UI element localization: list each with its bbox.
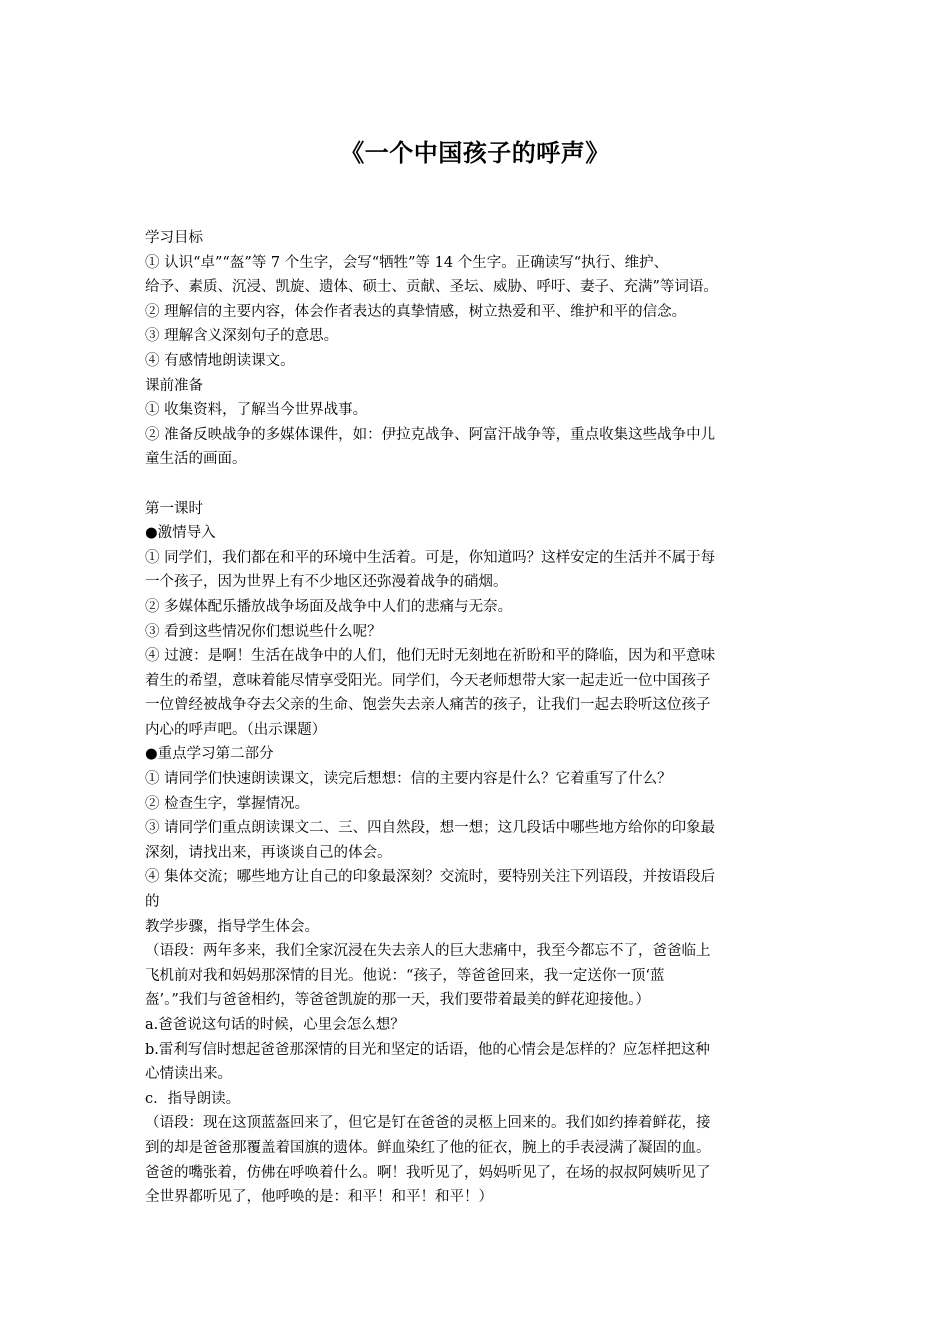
text-line: ① 认识“卓”“盔”等 7 个生字，会写“牺牲”等 14 个生字。正确读写“执行、维护、 bbox=[145, 254, 669, 271]
text-line: 给予、素质、沉浸、凯旋、遗体、硕士、贡献、圣坛、威胁、呼吁、妻子、充满”等词语。 bbox=[145, 279, 718, 296]
text-line: （语段：现在这顶蓝盔回来了，但它是钉在爸爸的灵柩上回来的。我们如约捧着鲜花，接 bbox=[145, 1115, 711, 1132]
document-body bbox=[145, 226, 813, 1210]
text-line: 到的却是爸爸那覆盖着国旗的遗体。鲜血染红了他的征衣，腕上的手表浸满了凝固的血。 bbox=[145, 1139, 711, 1156]
text-line: ② 理解信的主要内容，体会作者表达的真挚情感，树立热爱和平、维护和平的信念。 bbox=[145, 303, 687, 320]
text-line: 的 bbox=[145, 894, 160, 911]
text-line: 全世界都听见了，他呼唤的是：和平！和平！和平！） bbox=[145, 1189, 493, 1206]
text-line: a.爸爸说这句话的时候，心里会怎么想？ bbox=[145, 1017, 405, 1033]
text-line: 学习目标 bbox=[145, 230, 203, 246]
text-line: ④ 集体交流；哪些地方让自己的印象最深刻？交流时，要特别关注下列语段，并按语段后 bbox=[145, 869, 716, 886]
text-line: ③ 理解含义深刻句子的意思。 bbox=[145, 328, 339, 345]
text-line: ③ 看到这些情况你们想说些什么呢？ bbox=[145, 623, 382, 640]
text-line: 课前准备 bbox=[145, 377, 203, 394]
text-line: 一位曾经被战争夺去父亲的生命、饱尝失去亲人痛苦的孩子，让我们一起去聆听这位孩子 bbox=[145, 697, 711, 714]
text-line: 一个孩子，因为世界上有不少地区还弥漫着战争的硝烟。 bbox=[145, 574, 508, 591]
text-line: ●激情导入 bbox=[145, 525, 216, 542]
text-line: ① 同学们，我们都在和平的环境中生活着。可是，你知道吗？这样安定的生活并不属于每 bbox=[145, 549, 716, 566]
text-line: 盔’。”我们与爸爸相约，等爸爸凯旋的那一天，我们要带着最美的鲜花迎接他。） bbox=[145, 992, 651, 1009]
text-line: ③ 请同学们重点朗读课文二、三、四自然段，想一想；这几段话中哪些地方给你的印象最 bbox=[145, 820, 716, 837]
text-line: 内心的呼声吧。（出示课题） bbox=[145, 721, 327, 738]
text-line: （语段：两年多来，我们全家沉浸在失去亲人的巨大悲痛中，我至今都忘不了，爸爸临上 bbox=[145, 943, 711, 960]
text-line: c．指导朗读。 bbox=[145, 1090, 241, 1107]
text-line: 心情读出来。 bbox=[145, 1066, 232, 1083]
text-line: 着生的希望，意味着能尽情享受阳光。同学们，今天老师想带大家一起走近一位中国孩子 bbox=[145, 672, 711, 689]
text-line: 童生活的画面。 bbox=[145, 451, 247, 468]
text-line: ④ 有感情地朗读课文。 bbox=[145, 352, 295, 369]
text-line: ④ 过渡：是啊！生活在战争中的人们，他们无时无刻地在祈盼和平的降临，因为和平意味 bbox=[145, 648, 716, 665]
blank-line bbox=[145, 472, 813, 497]
text-line: b.雷利写信时想起爸爸那深情的目光和坚定的话语，他的心情会是怎样的？应怎样把这种 bbox=[145, 1041, 710, 1058]
text-line: 第一课时 bbox=[145, 500, 203, 517]
text-line: 飞机前对我和妈妈那深情的目光。他说：“孩子，等爸爸回来，我一定送你一顶‘蓝 bbox=[145, 967, 665, 984]
text-line: 深刻，请找出来，再谈谈自己的体会。 bbox=[145, 844, 392, 861]
text-line: 教学步骤，指导学生体会。 bbox=[145, 918, 319, 935]
text-line: ① 收集资料，了解当今世界战事。 bbox=[145, 402, 368, 419]
text-line: ① 请同学们快速朗读课文，读完后想想：信的主要内容是什么？它着重写了什么？ bbox=[145, 771, 672, 788]
text-line: ●重点学习第二部分 bbox=[145, 746, 274, 763]
text-line: 爸爸的嘴张着，仿佛在呼唤着什么。啊！我听见了，妈妈听见了，在场的叔叔阿姨听见了 bbox=[145, 1164, 711, 1181]
document-title: 《一个中国孩子的呼声》 bbox=[340, 139, 610, 167]
text-line: ② 多媒体配乐播放战争场面及战争中人们的悲痛与无奈。 bbox=[145, 598, 513, 615]
text-line: ② 准备反映战争的多媒体课件，如：伊拉克战争、阿富汗战争等，重点收集这些战争中儿 bbox=[145, 426, 716, 443]
text-line: ② 检查生字，掌握情况。 bbox=[145, 795, 310, 812]
